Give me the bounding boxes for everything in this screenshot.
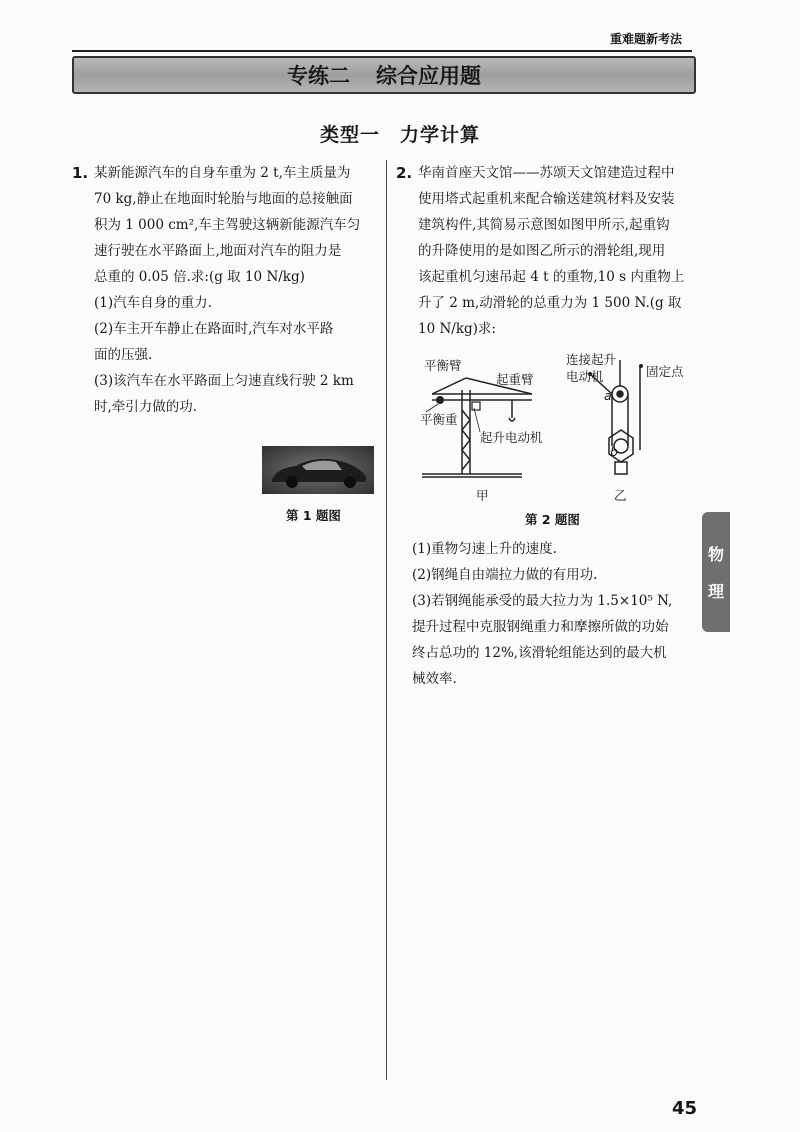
motor-box: [472, 402, 480, 410]
car-photo: [262, 446, 374, 494]
q2-sub-line: (3)若钢绳能承受的最大拉力为 1.5×10⁵ N,: [412, 593, 673, 609]
label-counterweight: 平衡重: [420, 412, 458, 427]
label-lift-arm: 起重臂: [496, 372, 534, 387]
question-2-subparts: [412, 536, 698, 692]
q1-line: 70 kg,静止在地面时轮胎与地面的总接触面: [94, 191, 353, 207]
q1-line: 时,牵引力做的功.: [94, 399, 198, 415]
banner-part2: 综合应用题: [376, 64, 481, 88]
q1-line: 速行驶在水平路面上,地面对汽车的阻力是: [94, 243, 342, 259]
label-jia: 甲: [476, 488, 489, 503]
q2-line: 的升降使用的是如图乙所示的滑轮组,现用: [418, 243, 666, 259]
label-yi: 乙: [614, 488, 627, 503]
q1-line: (2)车主开车静止在路面时,汽车对水平路: [94, 321, 334, 337]
counterweight-mark: [436, 396, 444, 404]
label-fixed-point: 固定点: [646, 364, 684, 379]
q2-sub-line: (1)重物匀速上升的速度.: [412, 541, 557, 557]
label-a: a: [604, 388, 612, 403]
label-motor: 起升电动机: [480, 430, 543, 445]
header-right-text: 重难题新考法: [610, 32, 683, 46]
q1-line: 积为 1 000 cm²,车主驾驶这辆新能源汽车匀: [94, 217, 361, 233]
question-1: [72, 160, 378, 420]
car-illustration: [262, 446, 374, 494]
q2-sub-line: (2)钢绳自由端拉力做的有用功.: [412, 567, 598, 583]
section-banner: [72, 56, 696, 94]
label-balance-arm: 平衡臂: [424, 358, 462, 373]
label-connect-2: 电动机: [566, 369, 604, 384]
column-divider: [386, 160, 387, 1080]
q1-line: 某新能源汽车的自身车重为 2 t,车主质量为: [94, 165, 351, 181]
label-connect-1: 连接起升: [566, 352, 617, 367]
q2-line: 该起重机匀速吊起 4 t 的重物,10 s 内重物上: [418, 269, 685, 285]
side-tab-char-2: 理: [707, 582, 724, 601]
question-2: [396, 160, 696, 342]
q2-line: 升了 2 m,动滑轮的总重力为 1 500 N.(g 取: [418, 295, 682, 311]
q2-line: 建筑构件,其简易示意图如图甲所示,起重钩: [418, 217, 670, 233]
q2-line: 10 N/kg)求:: [418, 321, 496, 337]
q1-line: 面的压强.: [94, 347, 153, 363]
figure-2-caption: 第 2 题图: [525, 512, 580, 527]
subject-side-tab: [702, 512, 730, 632]
q1-line: 总重的 0.05 倍.求:(g 取 10 N/kg): [94, 269, 305, 285]
q2-line: 华南首座天文馆——苏颂天文馆建造过程中: [418, 165, 675, 181]
question-2-number: 2.: [396, 164, 413, 182]
banner-part1: 专练二: [287, 64, 350, 88]
q1-line: (1)汽车自身的重力.: [94, 295, 212, 311]
q2-sub-line: 终占总功的 12%,该滑轮组能达到的最大机: [412, 645, 667, 661]
question-1-number: 1.: [72, 164, 89, 182]
q1-line: (3)该汽车在水平路面上匀速直线行驶 2 km: [94, 373, 354, 389]
page-number: 45: [672, 1098, 698, 1119]
q2-sub-line: 提升过程中克服钢绳重力和摩擦所做的功始: [412, 619, 669, 635]
label-b: b: [610, 444, 618, 459]
side-tab-char-1: 物: [707, 545, 724, 564]
section-title: 类型一 力学计算: [319, 124, 480, 146]
q2-line: 使用塔式起重机来配合输送建筑材料及安装: [418, 191, 675, 207]
header-rule: [72, 50, 692, 52]
q2-sub-line: 械效率.: [412, 671, 457, 687]
figure-1-caption: 第 1 题图: [286, 508, 341, 523]
